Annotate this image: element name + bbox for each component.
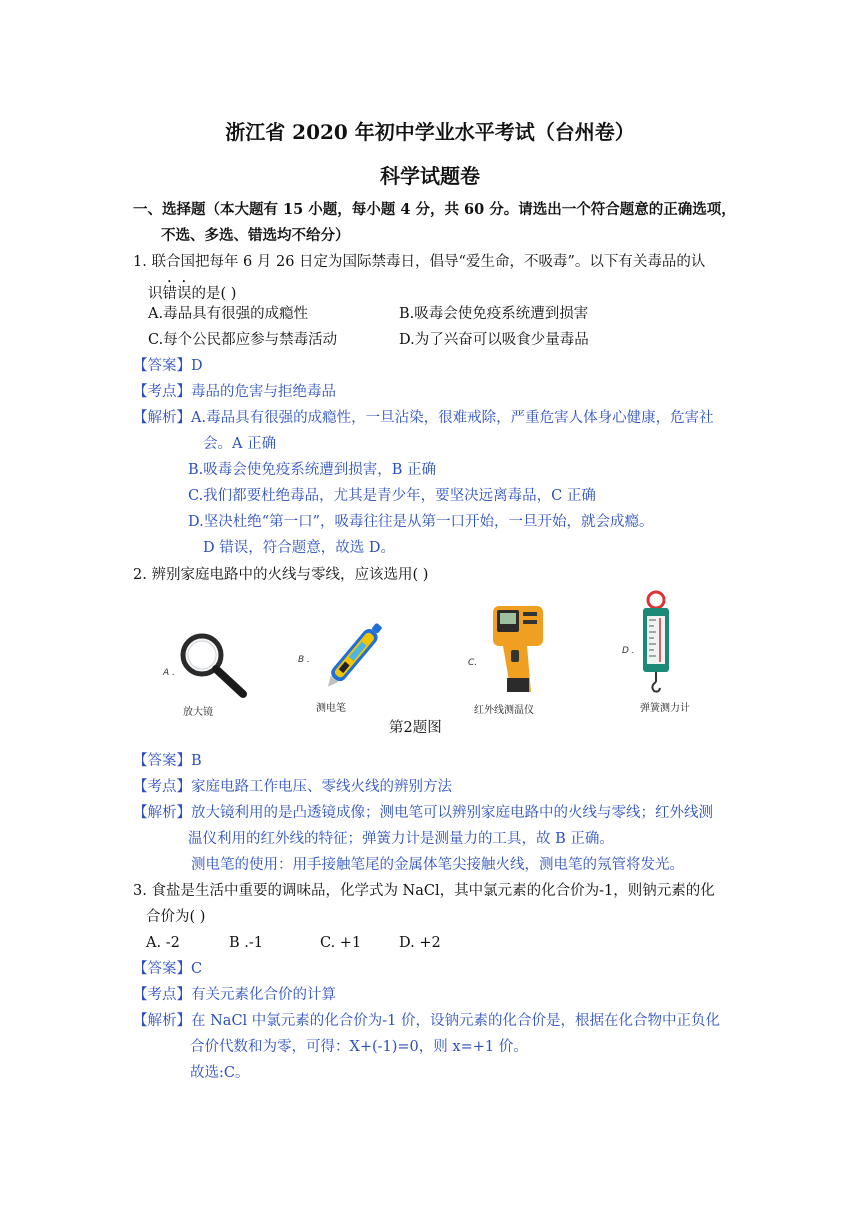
q3-analysis-line1: 【解析】在 NaCl 中氯元素的化合价为-1 价，设钠元素的化合价是，根据在化合物中正负化	[133, 1013, 721, 1029]
q1-option-d: D.为了兴奋可以吸食少量毒品	[399, 332, 589, 348]
q3-option-a: A. -2	[146, 935, 180, 951]
section-heading-line1: 一、选择题（本大题有 15 小题，每小题 4 分，共 60 分。请选出一个符合题意的正确选项，	[133, 201, 736, 218]
q1-analysis-line4: C.我们都要杜绝毒品，尤其是青少年，要坚决远离毒品，C 正确	[188, 488, 596, 504]
q2-item-a-letter: A .	[163, 668, 175, 678]
q3-option-d: D. +2	[399, 935, 441, 951]
q2-stem: 2. 辨别家庭电路中的火线与零线，应该选用( )	[133, 567, 429, 583]
q2-kaodian: 【考点】家庭电路工作电压、零线火线的辨别方法	[133, 779, 452, 795]
test-pen-image	[312, 606, 402, 698]
q2-item-d-caption: 弹簧测力计	[640, 703, 690, 714]
q1-option-c: C.每个公民都应参与禁毒活动	[148, 332, 338, 348]
q3-analysis-line2: 合价代数和为零，可得：X+(-1)=0，则 x=+1 价。	[190, 1039, 528, 1055]
q1-stem-line1: 1. 联合国把每年 6 月 26 日定为国际禁毒日，倡导“爱生命，不吸毒”。以下有关毒品的认	[133, 254, 706, 270]
q1-analysis-line5: D.坚决杜绝“第一口”，吸毒往往是从第一口开始，一旦开始，就会成瘾。	[188, 514, 654, 530]
q3-kaodian: 【考点】有关元素化合价的计算	[133, 987, 336, 1003]
spring-scale-image	[634, 590, 678, 694]
q1-analysis-line2: 会。A 正确	[203, 436, 277, 452]
q1-answer: 【答案】D	[133, 358, 203, 374]
q2-figure-caption: 第2题图	[389, 720, 442, 736]
q1-stem-line2	[148, 278, 236, 304]
q2-analysis-line3: 测电笔的使用：用手接触笔尾的金属体笔尖接触火线，测电笔的氖管将发光。	[191, 857, 684, 873]
q1-kaodian: 【考点】毒品的危害与拒绝毒品	[133, 384, 336, 400]
q2-item-c-letter: C.	[468, 658, 478, 668]
magnifier-image	[175, 628, 255, 700]
section-heading-line2: 不选、多选、错选均不给分）	[161, 227, 350, 244]
q2-item-d-letter: D .	[622, 646, 635, 656]
q1-analysis-line6: D 错误，符合题意，故选 D。	[203, 540, 395, 556]
q2-analysis-line1: 【解析】放大镜利用的是凸透镜成像；测电笔可以辨别家庭电路中的火线与零线；红外线测	[133, 805, 713, 821]
q2-analysis-line2: 温仪利用的红外线的特征；弹簧力计是测量力的工具，故 B 正确。	[188, 831, 614, 847]
page-subtitle: 科学试题卷	[380, 164, 480, 188]
q2-item-a-caption: 放大镜	[183, 707, 213, 718]
q1-stem-post: 的是( )	[191, 286, 237, 302]
q2-answer: 【答案】B	[133, 753, 202, 769]
q3-stem-line2: 合价为( )	[146, 909, 206, 925]
q3-option-c: C. +1	[320, 935, 362, 951]
q2-item-b-letter: B .	[298, 655, 310, 665]
q1-analysis-line3: B.吸毒会使免疫系统遭到损害，B 正确	[188, 462, 437, 478]
q1-option-a: A.毒品具有很强的成瘾性	[148, 306, 309, 322]
q1-option-b: B.吸毒会使免疫系统遭到损害	[399, 306, 589, 322]
q2-item-b-caption: 测电笔	[316, 703, 346, 714]
q1-emphasis: 错误	[162, 286, 192, 302]
q3-stem-line1: 3. 食盐是生活中重要的调味品，化学式为 NaCl，其中氯元素的化合价为-1，则钠元素的化	[133, 883, 715, 899]
q1-stem-pre: 识	[148, 286, 163, 302]
q3-option-b: B .-1	[229, 935, 263, 951]
infrared-thermometer-image	[485, 604, 547, 696]
q3-analysis-line3: 故选:C。	[190, 1065, 250, 1081]
page-title: 浙江省 2020 年初中学业水平考试（台州卷）	[225, 120, 635, 144]
q1-analysis-line1: 【解析】A.毒品具有很强的成瘾性，一旦沾染，很难戒除，严重危害人体身心健康，危害社	[133, 410, 714, 426]
q3-answer: 【答案】C	[133, 961, 203, 977]
q2-item-c-caption: 红外线测温仪	[474, 705, 534, 716]
